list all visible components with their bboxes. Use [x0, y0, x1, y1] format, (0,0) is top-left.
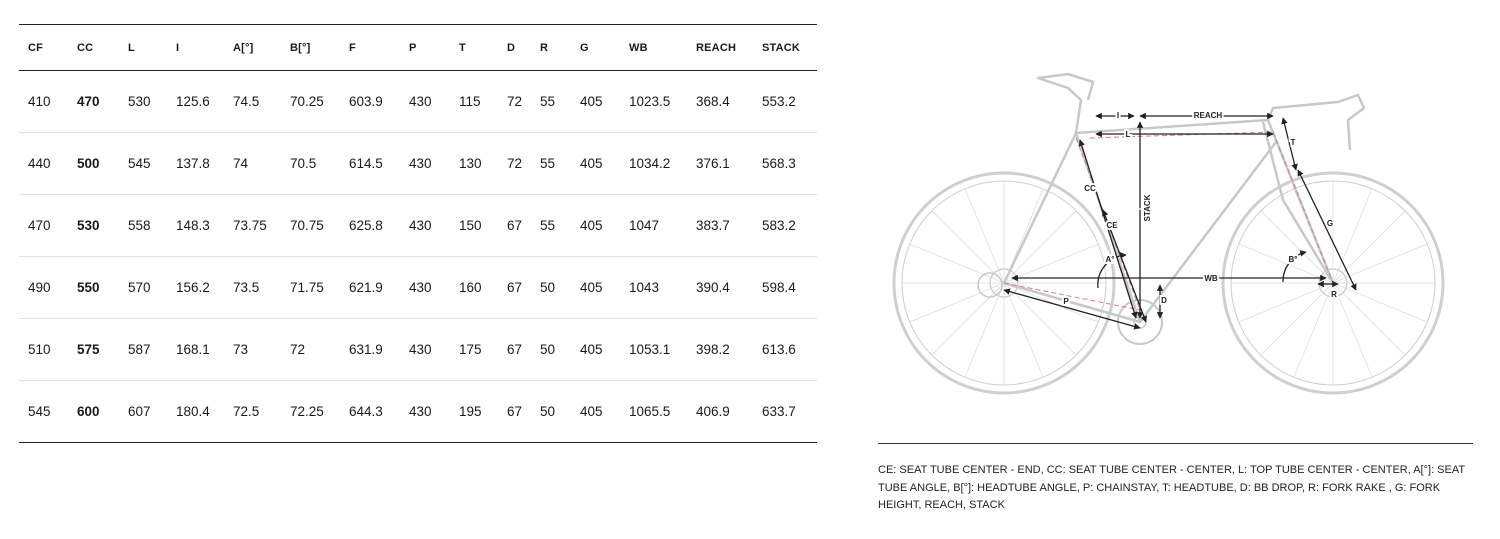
column-header: F	[340, 25, 400, 71]
bike-geometry-diagram	[878, 60, 1473, 430]
label-l: L	[1125, 130, 1131, 139]
table-cell: 583.2	[762, 218, 796, 233]
table-cell: 587	[128, 342, 151, 357]
column-header: CC	[68, 25, 119, 71]
table-cell: 72	[507, 94, 523, 109]
table-cell: 500	[77, 156, 100, 171]
table-cell: 405	[580, 156, 603, 171]
table-cell: 470	[28, 218, 51, 233]
table-cell: 55	[540, 156, 556, 171]
table-cell: 614.5	[349, 156, 383, 171]
label-wb: WB	[1204, 274, 1218, 283]
label-stack: STACK	[1143, 194, 1152, 222]
legend-divider	[878, 443, 1473, 444]
column-header: I	[167, 25, 224, 71]
table-cell: 631.9	[349, 342, 383, 357]
table-cell: 72	[290, 342, 306, 357]
table-cell: 1034.2	[629, 156, 671, 171]
table-cell: 490	[28, 280, 51, 295]
table-cell: 72.5	[233, 404, 260, 419]
table-cell: 73.5	[233, 280, 260, 295]
table-cell: 613.6	[762, 342, 796, 357]
table-cell: 70.5	[290, 156, 317, 171]
table-cell: 70.75	[290, 218, 324, 233]
measurement-labels	[1063, 111, 1337, 306]
table-cell: 376.1	[696, 156, 730, 171]
table-cell: 398.2	[696, 342, 730, 357]
label-r: R	[1331, 290, 1337, 299]
table-cell: 50	[540, 342, 556, 357]
column-header: CF	[19, 25, 68, 71]
table-cell: 598.4	[762, 280, 796, 295]
table-cell: 600	[77, 404, 100, 419]
label-t: T	[1290, 138, 1296, 147]
column-header: P	[400, 25, 450, 71]
table-cell: 390.4	[696, 280, 730, 295]
table-row	[19, 71, 817, 133]
label-cc: CC	[1084, 184, 1096, 193]
table-cell: 67	[507, 218, 523, 233]
table-cell: 530	[128, 94, 151, 109]
table-cell: 156.2	[176, 280, 210, 295]
table-cell: 1023.5	[629, 94, 671, 109]
table-cell: 633.7	[762, 404, 796, 419]
table-row	[19, 319, 817, 381]
table-cell: 405	[580, 342, 603, 357]
table-header-row	[19, 25, 817, 71]
table-cell: 607	[128, 404, 151, 419]
table-cell: 73	[233, 342, 249, 357]
table-cell: 368.4	[696, 94, 730, 109]
table-row	[19, 257, 817, 319]
table-cell: 115	[459, 94, 481, 109]
table-cell: 440	[28, 156, 51, 171]
table-cell: 430	[409, 218, 432, 233]
table-cell: 125.6	[176, 94, 210, 109]
table-cell: 130	[459, 156, 482, 171]
table-cell: 1053.1	[629, 342, 671, 357]
table-row	[19, 195, 817, 257]
column-header: A[°]	[224, 25, 281, 71]
table-cell: 148.3	[176, 218, 210, 233]
table-cell: 570	[128, 280, 151, 295]
label-d: D	[1161, 296, 1167, 305]
table-cell: 74	[233, 156, 249, 171]
table-cell: 550	[77, 280, 100, 295]
table-cell: 1043	[629, 280, 660, 295]
table-cell: 67	[507, 404, 523, 419]
label-g: G	[1326, 219, 1334, 228]
table-cell: 71.75	[290, 280, 324, 295]
table-cell: 73.75	[233, 218, 267, 233]
column-header: T	[450, 25, 498, 71]
table-cell: 180.4	[176, 404, 210, 419]
table-cell: 72.25	[290, 404, 324, 419]
geometry-table-container	[19, 24, 817, 443]
table-cell: 137.8	[176, 156, 210, 171]
label-a: A°	[1105, 255, 1115, 264]
table-cell: 405	[580, 404, 603, 419]
column-header: B[°]	[281, 25, 340, 71]
table-cell: 603.9	[349, 94, 383, 109]
table-cell: 74.5	[233, 94, 260, 109]
table-cell: 510	[28, 342, 51, 357]
column-header: L	[119, 25, 167, 71]
table-cell: 430	[409, 94, 432, 109]
table-body	[19, 71, 817, 443]
table-cell: 50	[540, 280, 556, 295]
table-cell: 430	[409, 156, 432, 171]
table-cell: 530	[77, 218, 100, 233]
label-ce: CE	[1106, 221, 1118, 230]
table-cell: 405	[580, 280, 603, 295]
table-cell: 67	[507, 342, 523, 357]
table-cell: 553.2	[762, 94, 796, 109]
column-header: STACK	[753, 25, 817, 71]
column-header: G	[571, 25, 620, 71]
table-row	[19, 381, 817, 443]
column-header: REACH	[687, 25, 753, 71]
table-cell: 195	[459, 404, 482, 419]
table-cell: 545	[128, 156, 151, 171]
table-cell: 405	[580, 94, 603, 109]
table-cell: 67	[507, 280, 523, 295]
table-cell: 470	[77, 94, 100, 109]
table-cell: 72	[507, 156, 523, 171]
column-header: D	[498, 25, 531, 71]
table-cell: 430	[409, 280, 432, 295]
table-cell: 50	[540, 404, 556, 419]
table-cell: 405	[580, 218, 603, 233]
table-cell: 575	[77, 342, 100, 357]
measurement-lines	[1004, 116, 1356, 328]
table-cell: 430	[409, 404, 432, 419]
table-cell: 545	[28, 404, 51, 419]
table-cell: 168.1	[176, 342, 210, 357]
table-cell: 430	[409, 342, 432, 357]
column-header: WB	[620, 25, 687, 71]
label-b: B°	[1288, 255, 1298, 264]
label-i: I	[1116, 111, 1120, 120]
label-reach: REACH	[1193, 111, 1223, 120]
table-cell: 55	[540, 94, 556, 109]
geometry-legend: CE: SEAT TUBE CENTER - END, CC: SEAT TUBE CENTER - CENTER, L: TOP TUBE CENTER - CENTER, A[°]: SEAT TUBE ANGLE, B[°]: HEADTUBE ANGLE, P: CHAINSTAY, T: HEADTUBE, D: BB DROP, R: FORK RAKE , G: FORK HEIGHT, REACH, STACK	[878, 464, 1465, 511]
bike-frame	[978, 74, 1364, 344]
table-cell: 70.25	[290, 94, 324, 109]
table-row	[19, 133, 817, 195]
table-cell: 383.7	[696, 218, 730, 233]
label-p: P	[1063, 297, 1069, 306]
column-header: R	[531, 25, 571, 71]
table-cell: 568.3	[762, 156, 796, 171]
geometry-table	[19, 24, 817, 443]
table-cell: 558	[128, 218, 151, 233]
table-cell: 175	[459, 342, 482, 357]
table-cell: 410	[28, 94, 51, 109]
table-cell: 1065.5	[629, 404, 671, 419]
table-cell: 1047	[629, 218, 660, 233]
table-cell: 621.9	[349, 280, 383, 295]
table-cell: 150	[459, 218, 482, 233]
table-cell: 160	[459, 280, 482, 295]
table-cell: 625.8	[349, 218, 383, 233]
table-cell: 644.3	[349, 404, 383, 419]
table-cell: 406.9	[696, 404, 730, 419]
table-cell: 55	[540, 218, 556, 233]
